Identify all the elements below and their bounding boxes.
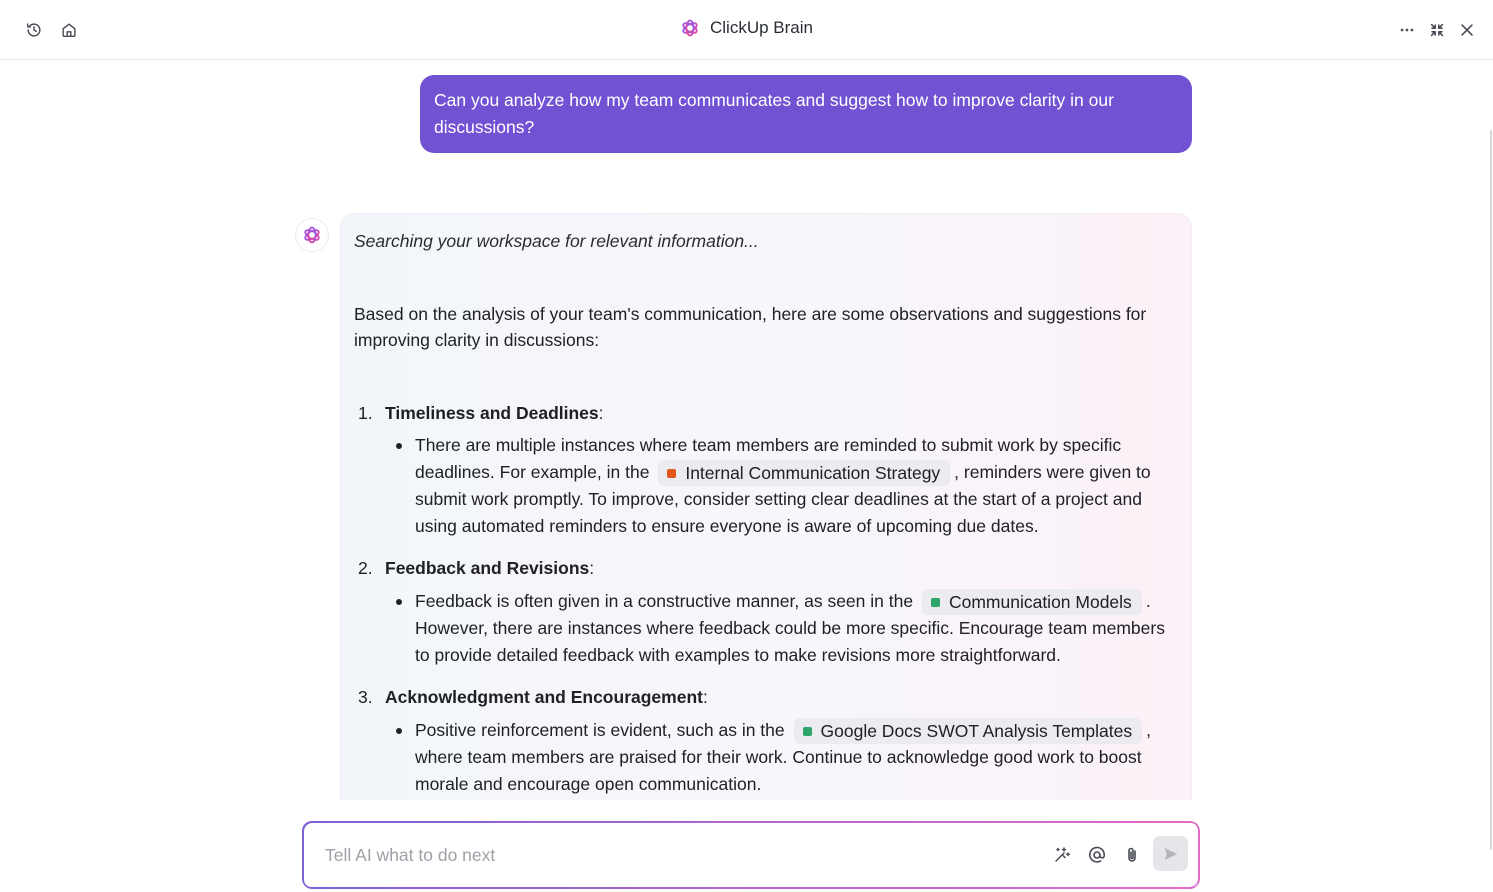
point-bullet — [385, 717, 1178, 798]
point-sub-list — [385, 717, 1178, 798]
ai-point-item — [354, 555, 1178, 668]
ai-response-card — [340, 213, 1192, 800]
doc-chip-communication-models[interactable] — [922, 589, 1142, 615]
point-text-after: . However, there are instances where feedback could be more specific. Encourage team members to provide detailed feedback with examples to make revisions more straightforward. — [415, 590, 1165, 665]
doc-square-icon — [667, 469, 676, 478]
ai-avatar — [295, 218, 329, 252]
ai-intro-text: Based on the analysis of your team's communication, here are some observations and suggestions for improving clarity in discussions: — [354, 303, 1147, 350]
user-message-bubble — [420, 75, 1192, 153]
user-message-text: Can you analyze how my team communicates and suggest how to improve clarity in our discussions? — [434, 90, 1114, 137]
top-bar — [0, 0, 1493, 60]
point-sub-list — [385, 432, 1178, 539]
ai-points-list — [354, 400, 1178, 798]
send-icon — [1162, 845, 1180, 863]
point-text-before: Positive reinforcement is evident, such as in the — [415, 719, 785, 740]
attachment-icon[interactable] — [1120, 843, 1144, 867]
clickup-brain-logo-icon — [680, 18, 700, 38]
close-icon[interactable] — [1452, 15, 1482, 45]
clickup-brain-avatar-icon — [302, 225, 322, 245]
collapse-icon[interactable] — [1422, 15, 1452, 45]
doc-chip-label: Google Docs SWOT Analysis Templates — [820, 721, 1133, 741]
more-horizontal-icon[interactable] — [1392, 15, 1422, 45]
ai-prompt-input[interactable] — [325, 840, 1025, 870]
doc-chip-label: Internal Communication Strategy — [685, 463, 941, 483]
scrollbar-thumb[interactable] — [1490, 130, 1492, 850]
point-bullet — [385, 588, 1178, 669]
magic-sparkle-icon[interactable] — [1050, 843, 1074, 867]
doc-square-icon — [803, 727, 812, 736]
point-sub-list — [385, 588, 1178, 669]
point-colon: : — [598, 402, 604, 423]
point-text-before: Feedback is often given in a constructive manner, as seen in the — [415, 590, 914, 611]
ai-composer — [302, 821, 1199, 888]
point-bullet — [385, 432, 1178, 539]
point-text-after: , where team members are praised for their work. Continue to acknowledge good work to boost morale and encourage open communication. — [415, 719, 1151, 794]
point-heading: Timeliness and Deadlines — [385, 402, 599, 423]
doc-chip-google-docs-swot-analysis-templates[interactable] — [794, 718, 1143, 744]
send-button[interactable] — [1153, 836, 1188, 871]
doc-square-icon — [931, 598, 940, 607]
point-heading: Acknowledgment and Encouragement — [385, 687, 703, 707]
point-text-after: , reminders were given to submit work promptly. To improve, consider setting clear deadlines at the start of a project and using automated reminders to ensure everyone is aware of upcoming due dates. — [415, 461, 1151, 536]
window-title — [0, 18, 1493, 38]
doc-chip-internal-communication-strategy[interactable] — [658, 460, 950, 486]
point-heading: Feedback and Revisions — [385, 558, 590, 578]
ai-point-item — [354, 400, 1178, 540]
ai-point-item — [354, 684, 1178, 797]
point-text-before: There are multiple instances where team members are reminded to submit work by specific deadlines. For example, in the — [415, 435, 1122, 482]
doc-chip-label: Communication Models — [948, 592, 1132, 612]
mention-icon[interactable] — [1085, 843, 1109, 867]
scrollbar[interactable] — [1487, 60, 1493, 800]
point-number: 3. — [358, 687, 373, 707]
point-number: 2. — [358, 558, 373, 578]
ai-status-text: Searching your workspace for relevant information... — [354, 231, 759, 251]
window-title-text: ClickUp Brain — [710, 18, 813, 37]
point-colon: : — [589, 558, 595, 578]
point-number: 1. — [358, 402, 373, 423]
point-colon: : — [702, 687, 708, 707]
